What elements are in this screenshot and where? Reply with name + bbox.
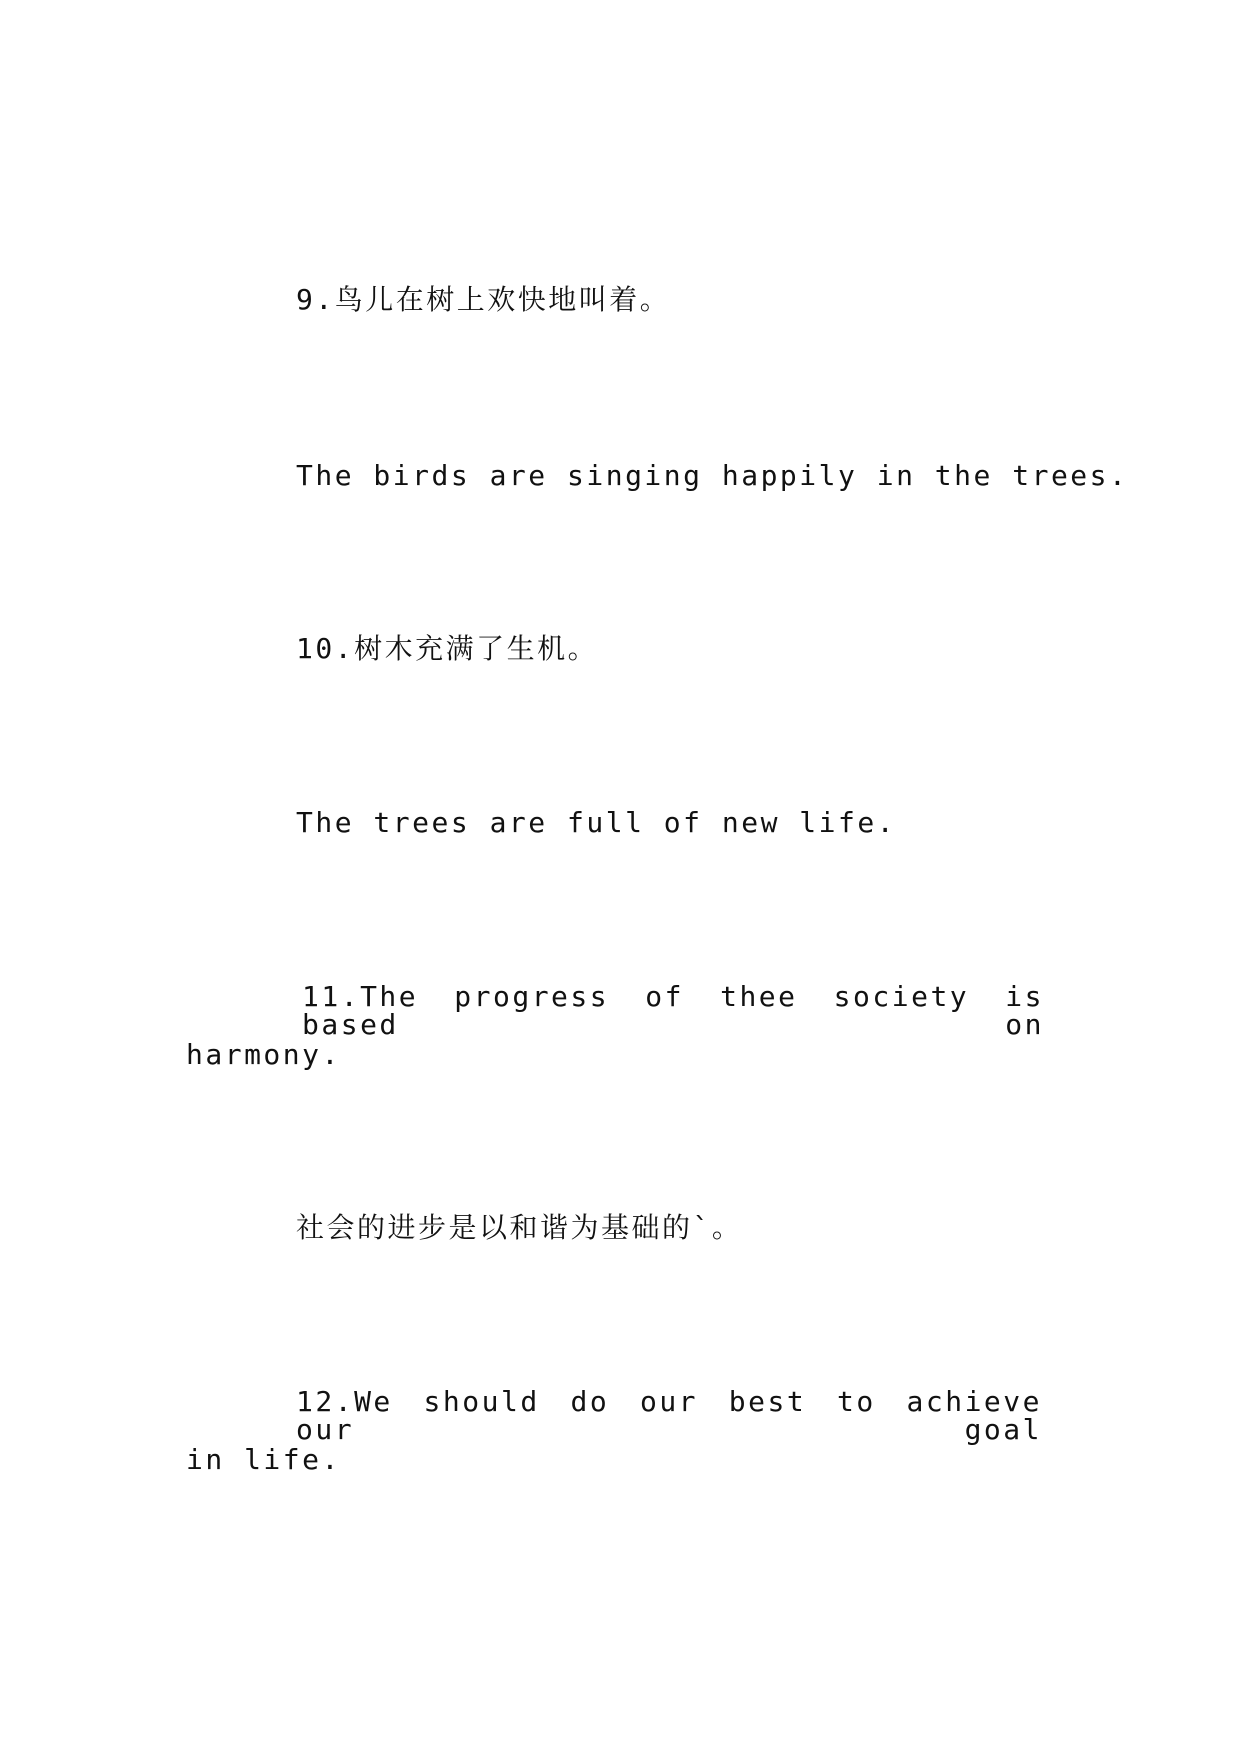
sentence-12-english-line-2: in life.: [186, 1443, 341, 1476]
sentence-12-english-line-1: 12.We should do our best to achieve our goal: [296, 1385, 1042, 1446]
sentence-9-chinese: 9.鸟儿在树上欢快地叫着。: [296, 283, 671, 316]
sentence-11-english-line-1: 11.The progress of thee society is based on: [302, 980, 1044, 1041]
sentence-11-english-line-2: harmony.: [186, 1038, 341, 1071]
sentence-10-chinese: 10.树木充满了生机。: [296, 632, 599, 665]
sentence-9-english: The birds are singing happily in the trees.: [296, 459, 1129, 492]
sentence-11-chinese: 社会的进步是以和谐为基础的`。: [296, 1211, 743, 1244]
sentence-10-english: The trees are full of new life.: [296, 806, 897, 839]
